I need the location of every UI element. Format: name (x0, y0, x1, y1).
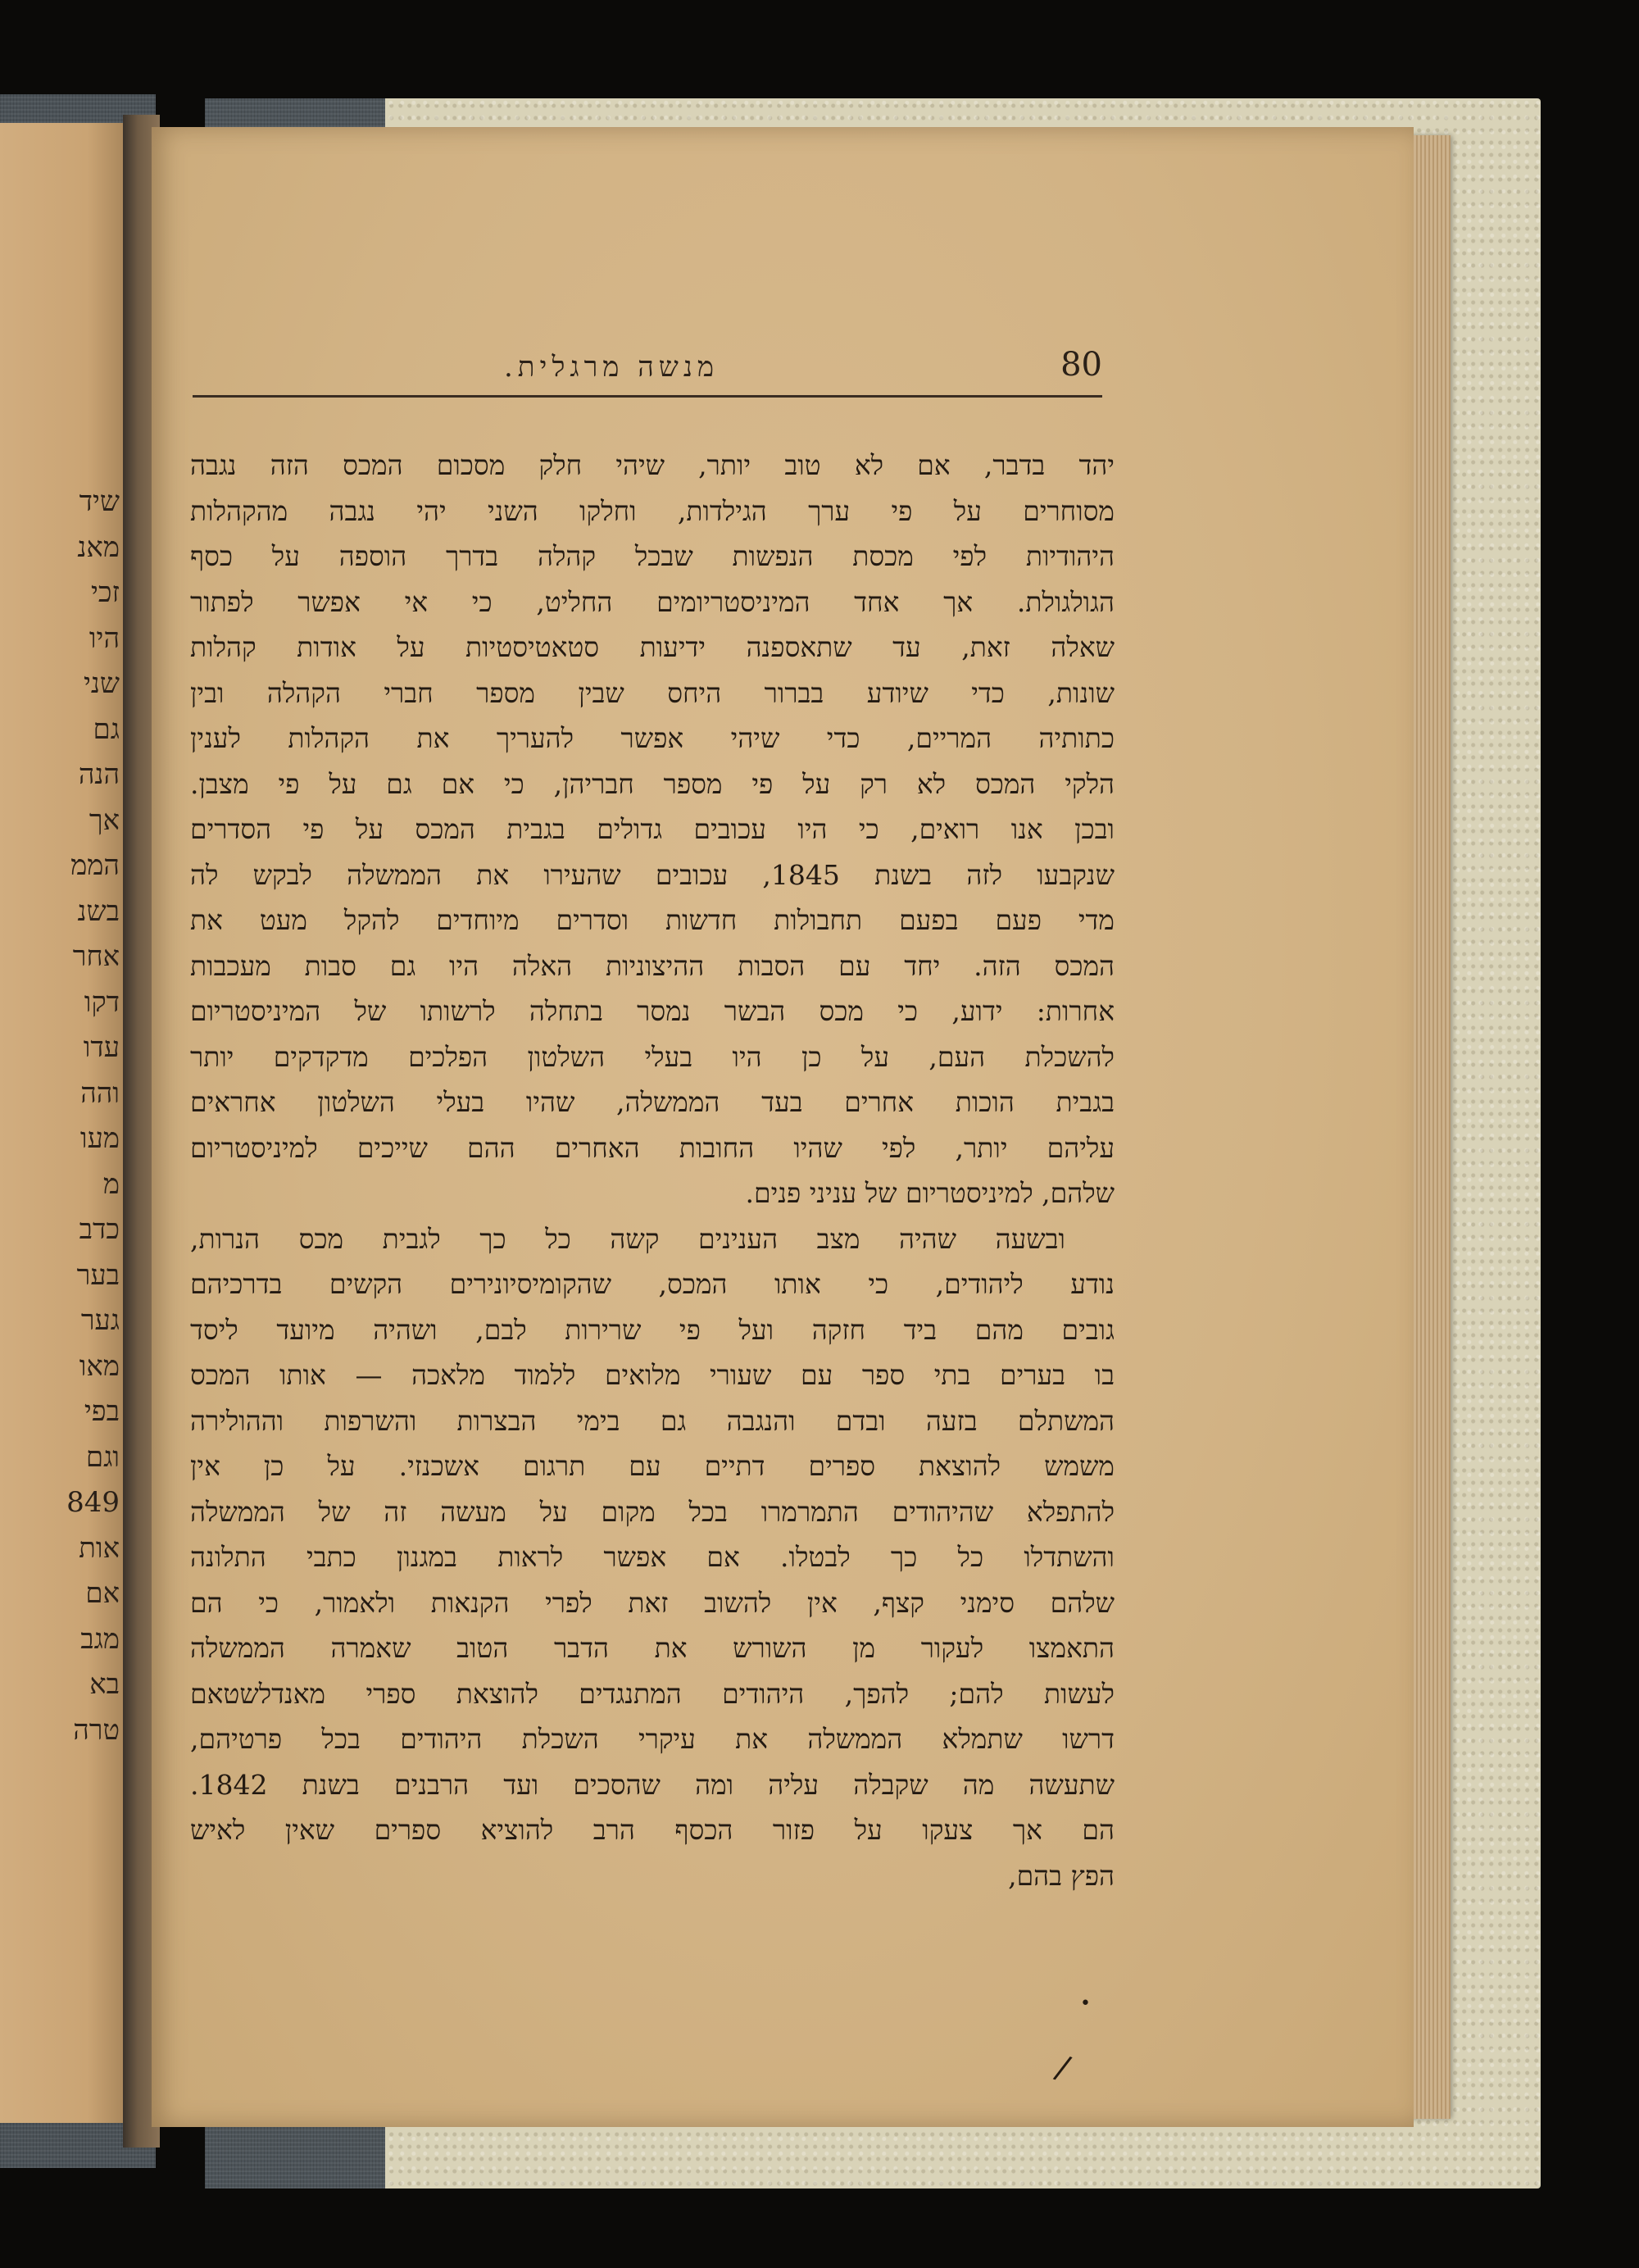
text-line: מסוחרים על פי ערך הגילדות, וחלקו השני יהי נגבה מהקהלות (190, 494, 1115, 527)
text-line: שלהם סימני קצף, אין להשוב זאת לפרי הקנאות ולאמור, כי הם (190, 1586, 1115, 1619)
text-line: גובים מהם ביד חזקה ועל פי שרירות לבם, ושהיה מיועד ליסד (190, 1313, 1115, 1346)
previous-page-fragment: זכי (90, 576, 120, 609)
previous-page-fragment: כדב (79, 1213, 120, 1246)
page-number: 80 (1060, 346, 1102, 384)
previous-page-fragment: בער (76, 1258, 120, 1292)
previous-page-fragment: וגם (85, 1440, 120, 1474)
text-line: להתפלא שהיהודים התמרמרו בכל מקום על מעשה זה של הממשלה (190, 1495, 1115, 1528)
text-line: משמש להוצאת ספרים דתיים עם תרגום אשכנזי. על כן אין (190, 1450, 1115, 1482)
ink-speck: / (1051, 2048, 1074, 2088)
text-line: דרשו שתמלא הממשלה את עיקרי השכלת היהודים בכל פרטיהם, (190, 1723, 1115, 1755)
text-line: בגבית הוכות אחרים בעד הממשלה, שהיו בעלי השלטון אחראים (190, 1086, 1115, 1118)
text-line: המשתלם בזעה ובדם והנגבה גם בימי הבצרות והשרפות וההולירה (190, 1404, 1115, 1437)
text-line: יהד בדבר, אם לא טוב יותר, שיהי חלק מסכום המכס הזה נגבה (190, 449, 1115, 481)
text-line: עליהם יותר, לפי שהיו החובות האחרים ההם שייכים למיניסטריום (190, 1131, 1115, 1164)
previous-page-fragment: מ (102, 1167, 120, 1201)
previous-page-fragment: והה (80, 1076, 120, 1110)
text-line: להשכלת העם, על כן היו בעלי השלטון הפלכים מדקדקים יותר (190, 1040, 1115, 1073)
previous-page-fragment: שני (83, 667, 120, 700)
body-text (190, 443, 1115, 1898)
text-line: לעשות להם; להפך, היהודים המתנגדים להוצאת ספרי מאנדלשטאם (190, 1677, 1115, 1710)
previous-page-fragment: מגב (80, 1622, 120, 1656)
previous-page-fragment: אות (79, 1531, 120, 1565)
text-line: ובכן אנו רואים, כי היו עכובים גדולים בגבית המכס על פי הסדרים (190, 813, 1115, 845)
text-line: שנקבעו לזה בשנת 1845, עכובים שהעירו את הממשלה לבקש לה (190, 858, 1115, 891)
previous-page-fragment: אם (85, 1577, 120, 1610)
text-line: והשתדלו כל כך לבטלו. אם אפשר לראות במגנון כתבי התלונה (190, 1541, 1115, 1573)
text-line: הם אך צעקו על פזור הכסף הרב להוציא ספרים שאין לאיש (190, 1814, 1115, 1846)
previous-page-fragment: גער (80, 1304, 120, 1337)
previous-page-fragment: מאו (79, 1349, 120, 1383)
text-line: הלקי המכס לא רק על פי מספר חבריהן, כי אם גם על פי מצבן. (190, 767, 1115, 800)
text-line: בו בערים בתי ספר עם שעורי מלואים ללמוד מלאכה — אותו המכס (190, 1359, 1115, 1391)
page-header (193, 344, 1102, 393)
previous-page-fragment: שיד (79, 485, 120, 518)
previous-page-fragment: היו (89, 621, 120, 655)
paragraph-end-line: הפץ בהם, (1008, 1859, 1115, 1892)
previous-page-fragment: מעו (79, 1122, 120, 1155)
text-line: נודע ליהודים, כי אותו המכס, שהקומיסיונירים הקשים בדרכיהם (190, 1268, 1115, 1300)
text-line: אחרות: ידוע, כי מכס הבשר נמסר בתחלה לרשותו של המיניסטריום (190, 995, 1115, 1027)
text-line: היהודיות לפי מכסת הנפשות שבכל קהלה בדרך הוספה על כסף (190, 540, 1115, 572)
previous-page-fragment: טרה (73, 1713, 120, 1747)
previous-page-fragment: מאנ (77, 530, 120, 564)
text-line: התאמצו לעקור מן השורש את הדבר הטוב שאמרה הממשלה (190, 1632, 1115, 1664)
previous-page-fragment: בא (89, 1668, 120, 1701)
previous-page-fragment: דקו (84, 985, 120, 1019)
text-line: שתעשה מה שקבלה עליה ומה שהסכים ועד הרבנים בשנת 1842. (190, 1768, 1115, 1801)
previous-page-fragment: אחר (72, 940, 120, 973)
previous-page-fragment: הנה (78, 758, 120, 791)
text-line: שונות, כדי שיודע בברור היחס שבין מספר חברי הקהלה ובין (190, 676, 1115, 709)
text-line: מדי פעם בפעם תחבולות חדשות וסדרים מיוחדים להקל מעט את (190, 904, 1115, 936)
text-line: כתותיה המריים, כדי שיהי אפשר להעריך את הקהלות לענין (190, 722, 1115, 754)
text-line: הגולגולת. אך אחד המיניסטריומים החליט, כי אי אפשר לפתור (190, 585, 1115, 618)
running-title: מנשה מרגלית. (504, 351, 720, 384)
previous-page (0, 123, 125, 2123)
paragraph-start-line: ובשעה שהיה מצב הענינים קשה כל כך לגבית מכס הנרות, (190, 1222, 1065, 1255)
text-line: המכס הזה. יחד עם הסבות ההיצוניות האלה היו גם סבות מעכבות (190, 949, 1115, 982)
text-line: שאלה זאת, עד שתאספנה ידיעות סטאטיסטיות על אודות קהלות (190, 631, 1115, 663)
previous-page-fragment: עדו (83, 1031, 120, 1064)
header-rule (193, 395, 1102, 398)
previous-page-fragment: בפי (84, 1395, 120, 1428)
previous-page-fragment: בשנ (77, 894, 120, 928)
previous-page-fragment: אך (89, 803, 120, 837)
ink-speck: • (1080, 1993, 1091, 2014)
previous-page-fragment: 849 (66, 1486, 120, 1519)
paragraph-end-line: שלהם, למיניסטריום של עניני פנים. (745, 1177, 1115, 1209)
previous-page-fragment: גם (93, 712, 120, 746)
previous-page-text-fragments (0, 123, 125, 2123)
previous-page-fragment: הממ (70, 849, 120, 882)
